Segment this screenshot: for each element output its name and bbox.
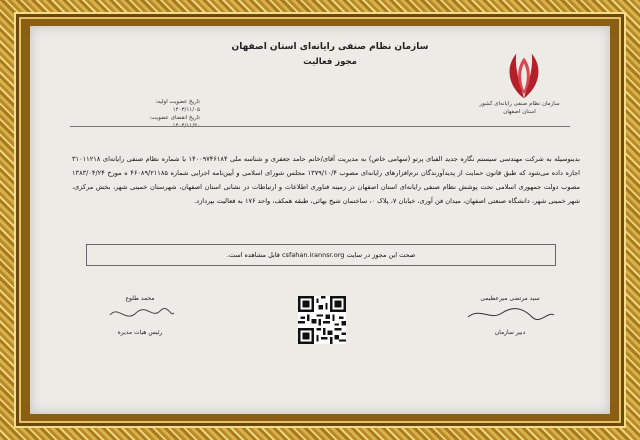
secretary-signature-icon — [460, 303, 560, 325]
header-divider — [70, 126, 570, 127]
org-name: سازمان نظام صنفی رایانه‌ای استان اصفهان — [231, 42, 429, 52]
org-logo-icon — [495, 48, 553, 106]
license-body-text: بدینوسیله به شرکت مهندسی سیستم نگاره جدید الفبای پرتو (سهامی خاص) به مدیریت آقای/خانم حامد جعفری و شناسه ملی ۱۴۰۰۹۷۴۶۱۸۴ با شماره نظام صنفی رایانه‌ای ۳۱۰۱۱۲۱۸ اجازه داده می‌شود که طبق قانون حمایت از پدیدآورندگان نرم‌افزارهای رایانه‌ای مصوب ۱۳۷۹/۱۰/۴ مجلس شورای اسلامی و آیین‌نامه اجرایی شماره ۴۶۰۸۹/۲۱۱۸۵ ه مورخ ۱۳۸۳/۰۴/۲۴ مصوب دولت جمهوری اسلامی تحت پوشش نظام صنفی رایانه‌ای استان اصفهان در زمینه فناوری اطلاعات و ارتباطات در نشانی استان اصفهان، شهرستان خمینی شهر، بخش مرکزی، شهر خمینی شهر، دانشگاه صنعتی اصفهان، میدان فن آوری، خیابان ۷، پلاک ۰، ساختمان شیخ بهائی، طبقه همکف، واحد ۱۷۶ به فعالیت بپردازد. — [72, 155, 580, 205]
membership-expiry-date: تاریخ انقضای عضویت: — [149, 115, 200, 121]
chairman-title: رئیس هیات مدیره — [117, 329, 163, 336]
qr-code-icon — [298, 296, 346, 344]
chairman-name: محمد طلوع — [125, 295, 155, 302]
logo-caption-line2: استان اصفهان — [503, 109, 536, 115]
logo-caption — [472, 100, 567, 116]
secretary-signature-block — [450, 294, 570, 337]
logo-caption-line1: سازمان نظام صنفی رایانه‌ای کشور — [479, 101, 560, 107]
license-title: مجوز فعالیت — [303, 57, 357, 67]
first-membership-date: تاریخ عضویت اولیه: ۱۴۰۳/۱۱/۰۵ — [155, 99, 200, 113]
secretary-name: سید مرتضی میرعظیمی — [480, 295, 540, 302]
chairman-signature-block — [90, 294, 190, 337]
certificate-paper — [30, 26, 610, 414]
secretary-title: دبیر سازمان — [494, 329, 526, 336]
verification-box: صحت این مجوز در سایت csfahan.irannsr.org قابل مشاهده است. — [86, 244, 556, 266]
chairman-signature-icon — [100, 303, 180, 325]
